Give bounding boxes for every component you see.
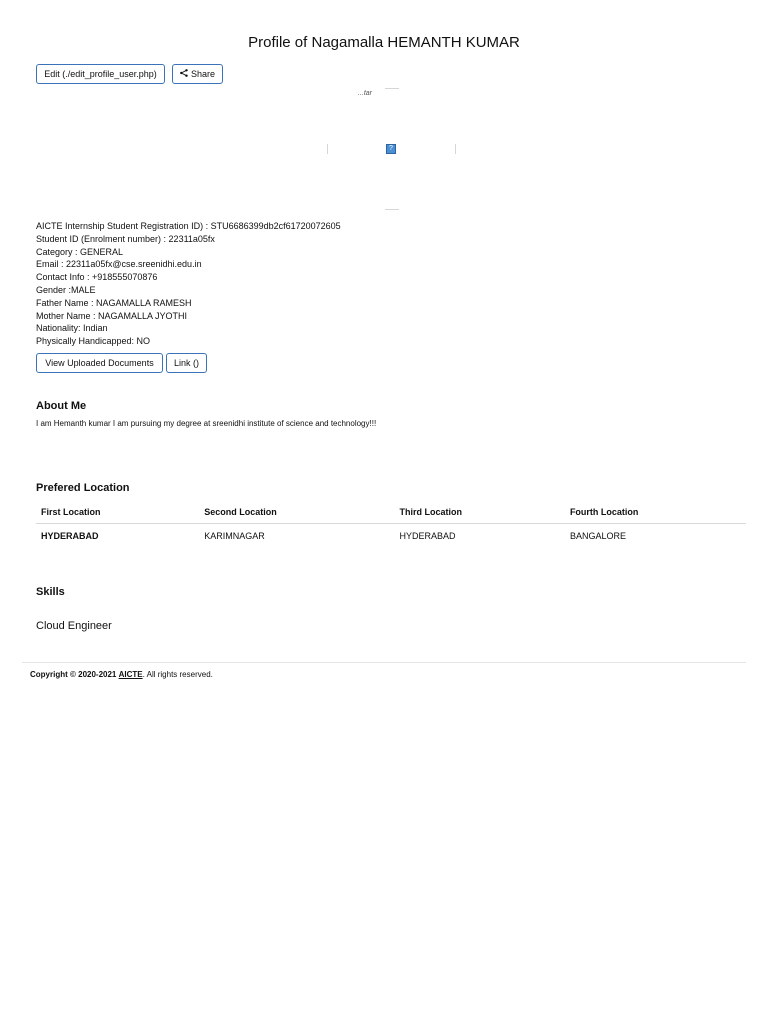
nationality: Nationality: Indian xyxy=(36,323,108,334)
edit-profile-button[interactable] xyxy=(36,64,165,84)
student-id: Student ID (Enrolment number) : 22311a05fx xyxy=(36,233,215,244)
table-cell: HYDERABAD xyxy=(399,531,456,541)
registration-id: AICTE Internship Student Registration ID) : STU6686399db2cf61720072605 xyxy=(36,221,341,231)
table-cell: HYDERABAD xyxy=(41,531,99,541)
category: Category : GENERAL xyxy=(36,246,124,257)
about-heading: About Me xyxy=(36,400,87,412)
location-table xyxy=(36,503,746,548)
broken-image-icon: ? xyxy=(386,144,396,154)
column-header: Third Location xyxy=(395,503,565,524)
table-row xyxy=(36,524,746,549)
mother-name: Mother Name : NAGAMALLA JYOTHI xyxy=(36,310,188,321)
share-label: Share xyxy=(190,69,216,79)
about-text: I am Hemanth kumar I am pursuing my degree at sreenidhi institute of science and technology!!! xyxy=(36,419,377,428)
footer-divider xyxy=(22,662,746,663)
edit-profile-label: Edit (./edit_profile_user.php) xyxy=(44,69,157,79)
student-info xyxy=(36,220,341,348)
page-title: Profile of Nagamalla HEMANTH KUMAR xyxy=(248,34,520,51)
avatar-alt-text: ...tar xyxy=(358,90,373,97)
column-header: Fourth Location xyxy=(565,503,746,524)
footer xyxy=(30,670,213,679)
share-button[interactable] xyxy=(172,64,223,84)
skills-heading: Skills xyxy=(36,586,65,598)
location-header-row xyxy=(36,503,746,524)
table-cell: KARIMNAGAR xyxy=(204,531,265,541)
share-icon xyxy=(180,69,188,79)
aicte-link[interactable]: AICTE xyxy=(118,670,143,679)
link-button[interactable] xyxy=(166,353,207,373)
table-cell: BANGALORE xyxy=(569,531,626,541)
column-header: Second Location xyxy=(199,503,394,524)
physically-handicapped: Physically Handicapped: NO xyxy=(36,336,151,347)
location-heading: Prefered Location xyxy=(36,482,130,494)
email: Email : 22311a05fx@cse.sreenidhi.edu.in xyxy=(36,259,202,270)
column-header: First Location xyxy=(36,503,199,524)
link-label: Link () xyxy=(173,358,199,368)
gender: Gender :MALE xyxy=(36,284,96,295)
view-documents-button[interactable] xyxy=(36,353,163,373)
skill-item: Cloud Engineer xyxy=(36,620,112,632)
view-documents-label: View Uploaded Documents xyxy=(45,358,154,368)
footer-rights: . All rights reserved. xyxy=(142,670,213,679)
contact-info: Contact Info : +918555070876 xyxy=(36,272,158,283)
father-name: Father Name : NAGAMALLA RAMESH xyxy=(36,297,192,308)
footer-copyright: Copyright © 2020-2021 xyxy=(30,670,117,679)
